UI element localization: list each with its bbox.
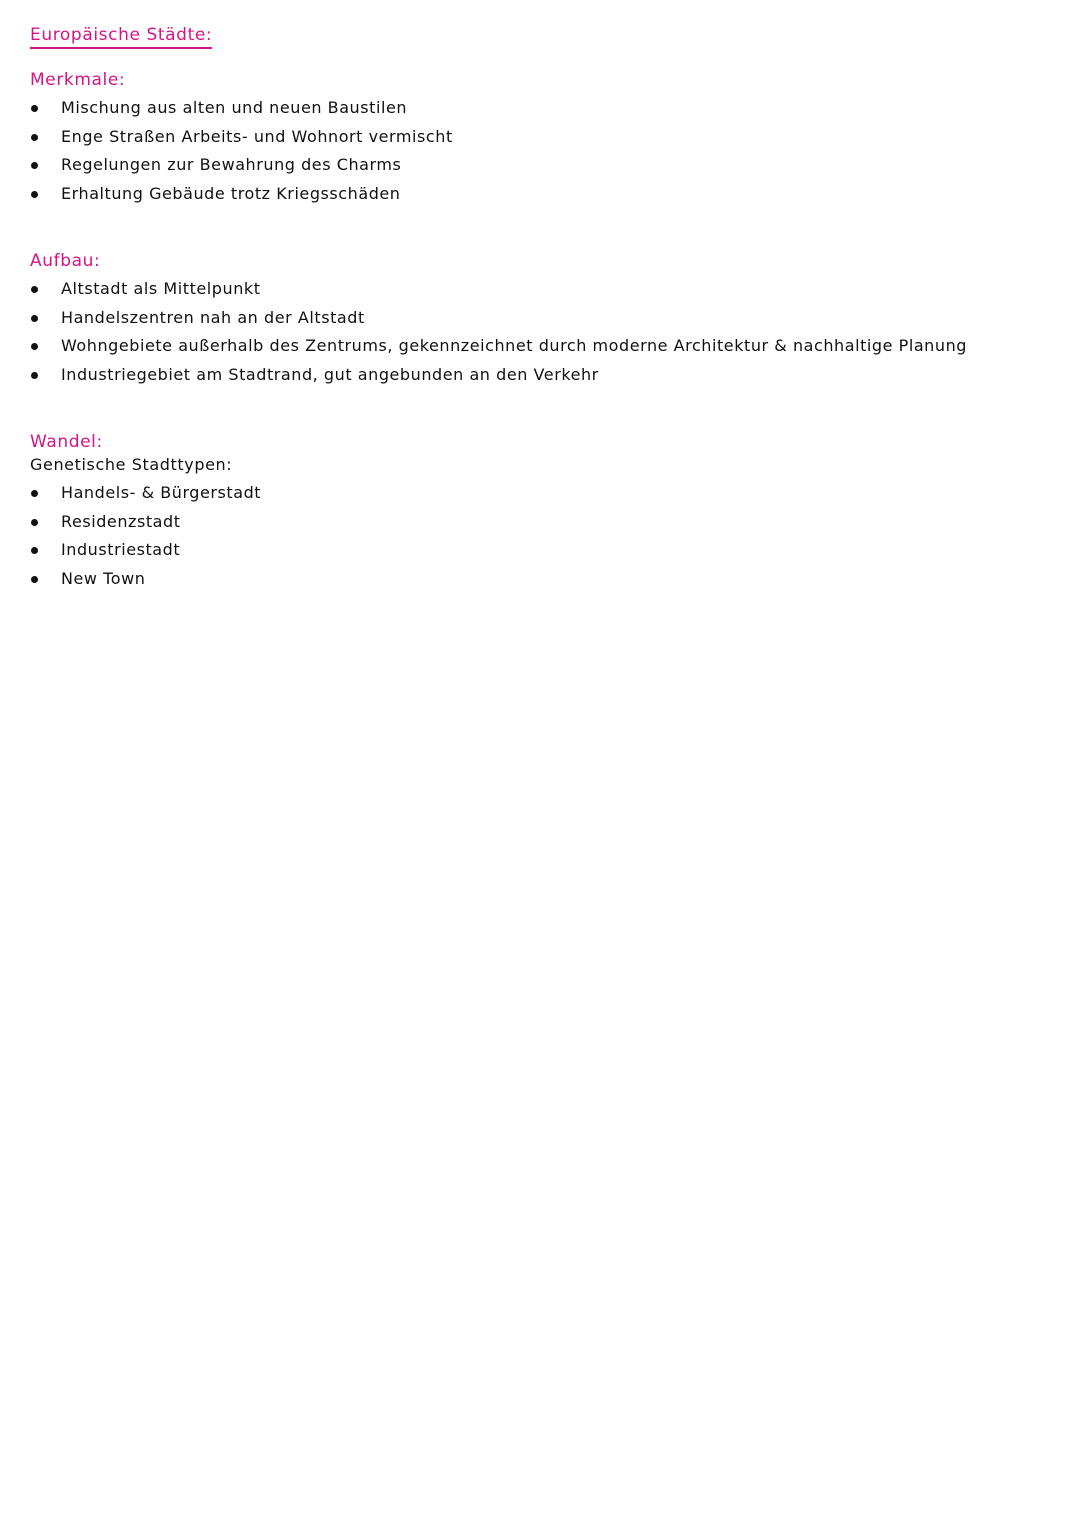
section-subheading: Genetische Stadttypen: <box>30 455 233 474</box>
list-item-text: Handelszentren nah an der Altstadt <box>61 307 365 327</box>
list-item-text: Industriegebiet am Stadtrand, gut angebunden an den Verkehr <box>61 364 599 384</box>
list-item <box>0 536 1080 565</box>
section-heading-aufbau: Aufbau: <box>30 251 101 271</box>
list-item <box>0 94 1080 123</box>
page-title: Europäische Städte: <box>30 25 212 49</box>
list-item <box>0 565 1080 594</box>
bullet-icon <box>31 372 38 379</box>
list-item <box>0 361 1080 390</box>
wandel-list <box>0 479 1080 593</box>
section-heading-wandel: Wandel: <box>30 432 103 452</box>
list-item-text: Erhaltung Gebäude trotz Kriegsschäden <box>61 183 401 203</box>
bullet-icon <box>31 105 38 112</box>
list-item <box>0 180 1080 209</box>
list-item <box>0 304 1080 333</box>
list-item-text: Industriestadt <box>61 540 181 560</box>
bullet-icon <box>31 547 38 554</box>
bullet-icon <box>31 191 38 198</box>
merkmale-list <box>0 94 1080 208</box>
bullet-icon <box>31 162 38 169</box>
bullet-icon <box>31 134 38 141</box>
bullet-icon <box>31 315 38 322</box>
list-item-text: New Town <box>61 568 146 588</box>
list-item-text: Handels- & Bürgerstadt <box>61 483 262 502</box>
list-item <box>0 332 1080 361</box>
bullet-icon <box>31 490 38 497</box>
bullet-icon <box>31 286 38 293</box>
aufbau-list <box>0 275 1080 389</box>
list-item <box>0 275 1080 304</box>
list-item-text: Regelungen zur Bewahrung des Charms <box>61 155 402 175</box>
bullet-icon <box>31 519 38 526</box>
list-item <box>0 151 1080 180</box>
bullet-icon <box>31 343 38 350</box>
list-item-text: Mischung aus alten und neuen Baustilen <box>61 98 408 117</box>
list-item <box>0 123 1080 152</box>
bullet-icon <box>31 576 38 583</box>
list-item <box>0 508 1080 537</box>
list-item-text: Wohngebiete außerhalb des Zentrums, gekennzeichnet durch moderne Architektur & nachhaltige Planung <box>61 336 967 356</box>
list-item-text: Altstadt als Mittelpunkt <box>61 279 261 298</box>
list-item <box>0 479 1080 508</box>
list-item-text: Enge Straßen Arbeits- und Wohnort vermischt <box>61 126 453 146</box>
list-item-text: Residenzstadt <box>61 511 181 531</box>
section-heading-merkmale: Merkmale: <box>30 70 126 90</box>
